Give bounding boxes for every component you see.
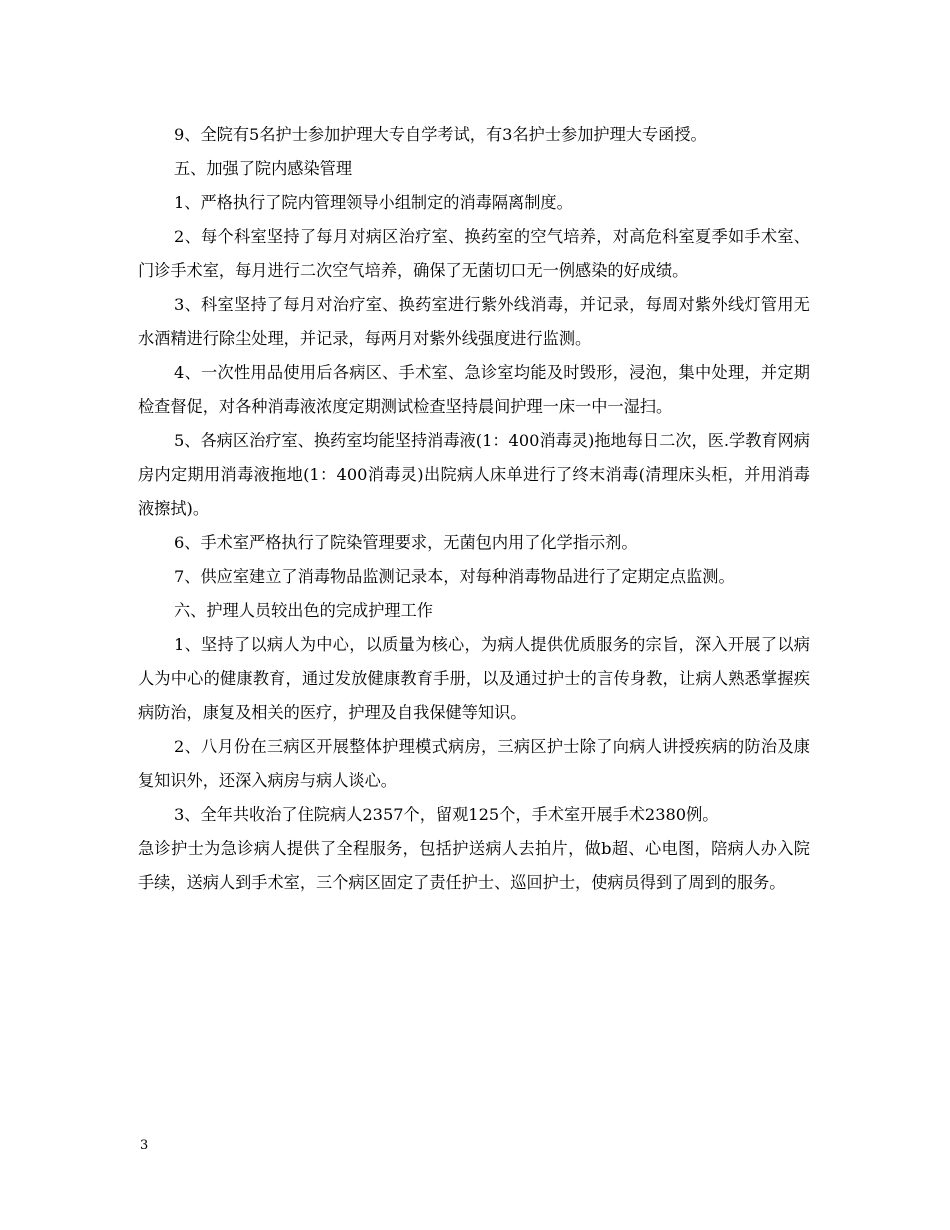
paragraph-5-1: 1、严格执行了院内管理领导小组制定的消毒隔离制度。 (174, 193, 573, 212)
section-heading-5: 五、加强了院内感染管理 (174, 159, 353, 178)
document-body (138, 118, 810, 900)
paragraph-5-4: 4、一次性用品使用后各病区、手术室、急诊室均能及时毁形，浸泡，集中处理，并定期检查督促，对各种消毒液浓度定期测试检查坚持晨间护理一床一中一湿扫。 (138, 363, 810, 416)
section-heading-6: 六、护理人员较出色的完成护理工作 (174, 601, 433, 620)
paragraph-6-2: 2、八月份在三病区开展整体护理模式病房，三病区护士除了向病人讲授疾病的防治及康复知识外，还深入病房与病人谈心。 (138, 737, 810, 790)
paragraph-5-3: 3、科室坚持了每月对治疗室、换药室进行紫外线消毒，并记录，每周对紫外线灯管用无水酒精进行除尘处理，并记录，每两月对紫外线强度进行监测。 (138, 295, 810, 348)
page-number: 3 (140, 1138, 149, 1153)
paragraph-5-6: 6、手术室严格执行了院染管理要求，无菌包内用了化学指示剂。 (174, 533, 638, 552)
paragraph-6-3: 3、全年共收治了住院病人2357个，留观125个，手术室开展手术2380例。 (174, 805, 719, 824)
paragraph-item-9: 9、全院有5名护士参加护理大专自学考试，有3名护士参加护理大专函授。 (174, 125, 707, 144)
paragraph-5-2: 2、每个科室坚持了每月对病区治疗室、换药室的空气培养，对高危科室夏季如手术室、门诊手术室，每月进行二次空气培养，确保了无菌切口无一例感染的好成绩。 (138, 227, 810, 280)
paragraph-5-7: 7、供应室建立了消毒物品监测记录本，对每种消毒物品进行了定期定点监测。 (174, 567, 735, 586)
paragraph-6-1: 1、坚持了以病人为中心，以质量为核心，为病人提供优质服务的宗旨，深入开展了以病人为中心的健康教育，通过发放健康教育手册，以及通过护士的言传身教，让病人熟悉掌握疾病防治，康复及相关的医疗，护理及自我保健等知识。 (138, 635, 810, 722)
paragraph-6-3-continued: 急诊护士为急诊病人提供了全程服务，包括护送病人去拍片，做b超、心电图，陪病人办入院手续，送病人到手术室，三个病区固定了责任护士、巡回护士，使病员得到了周到的服务。 (138, 839, 810, 892)
paragraph-5-5: 5、各病区治疗室、换药室均能坚持消毒液(1：400消毒灵)拖地每日二次，医.学教育网病房内定期用消毒液拖地(1：400消毒灵)出院病人床单进行了终末消毒(清理床头柜，并用消毒液擦拭)。 (138, 431, 810, 518)
